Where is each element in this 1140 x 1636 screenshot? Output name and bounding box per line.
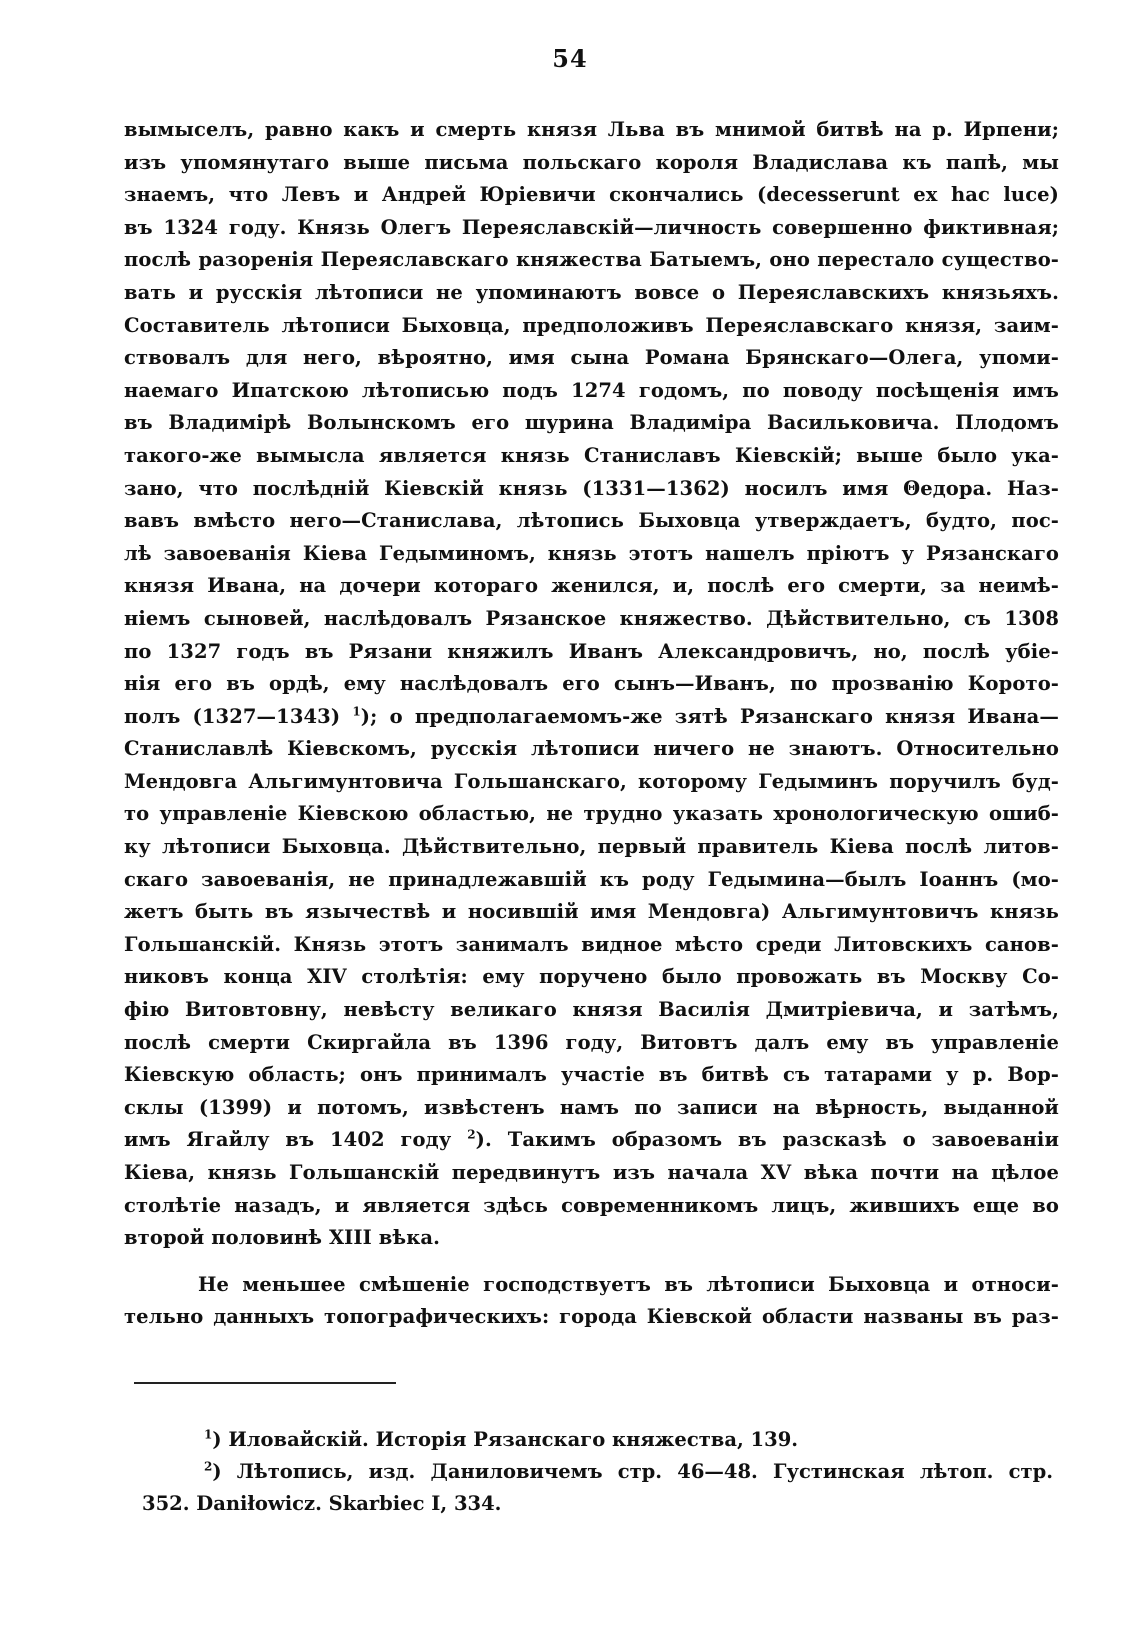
- text-line: Составитель лѣтописи Быховца, предположивъ Переяславскаго князя, заим-: [124, 313, 1059, 337]
- text-line: нія его въ ордѣ, ему наслѣдовалъ его сынъ—Иванъ, по прозванію Коротo-: [124, 672, 1059, 696]
- text-line: склы (1399) и потомъ, извѣстенъ намъ по записи на вѣрность, выданной: [124, 1095, 1059, 1119]
- text-line: Кіевскую область; онъ принималъ участіе въ битвѣ съ татарами у р. Вор-: [124, 1063, 1059, 1087]
- text-line: ніемъ сыновей, наслѣдовалъ Рязанское княжество. Дѣйствительно, съ 1308: [124, 606, 1059, 630]
- text-line: лѣ завоеванія Кіева Гедыминомъ, князь этотъ нашелъ пріютъ у Рязанскаго: [124, 541, 1059, 565]
- footnote-marker-1: 1: [204, 1427, 213, 1442]
- footnote-marker-2: 2: [204, 1459, 213, 1474]
- footnote-2: [158, 1456, 1053, 1488]
- text-line: вавъ вмѣсто него—Станислава, лѣтопись Быховца утверждаетъ, будто, пос-: [124, 509, 1059, 533]
- text-line: въ Владимірѣ Волынскомъ его шурина Владиміра Васильковича. Плодомъ: [124, 411, 1059, 435]
- text-line: вать и русскія лѣтописи не упоминаютъ вовсе о Переяславскихъ князьяхъ.: [124, 280, 1059, 304]
- text-line: фію Витовтовну, невѣсту великаго князя Василія Дмитріевича, и затѣмъ,: [124, 998, 1059, 1022]
- text-line: такого-же вымысла является князь Станиславъ Кіевскій; выше было ука-: [124, 443, 1059, 467]
- footnote-separator: [134, 1382, 396, 1384]
- page-number: 54: [552, 44, 588, 73]
- text-segment: ); о предполагаемомъ-же зятѣ Рязанскаго князя Ивана—: [360, 704, 1060, 728]
- text-line: тельно данныхъ топографическихъ: города Кіевской области названы въ раз-: [124, 1305, 1059, 1329]
- footnote-1: [158, 1424, 1053, 1456]
- text-line: столѣтіе назадъ, и является здѣсь современникомъ лицъ, жившихъ еще во: [124, 1193, 1059, 1217]
- text-line: то управленіе Кіевскою областью, не трудно указать хронологическую ошиб-: [124, 802, 1059, 826]
- text-line: послѣ смерти Скиргайла въ 1396 году, Витовтъ далъ ему въ управленіе: [124, 1030, 1059, 1054]
- text-line: знаемъ, что Левъ и Андрей Юріевичи скончались (decesserunt ex hac luce): [124, 183, 1059, 207]
- text-segment: ). Такимъ образомъ въ разсказѣ о завоеваніи: [475, 1128, 1060, 1152]
- paragraph-first-line: Не меньшее смѣшеніе господствуетъ въ лѣтописи Быховца и относи-: [198, 1272, 1059, 1296]
- main-text: [124, 114, 1059, 1334]
- text-line: Мендовга Альгимунтовича Гольшанскаго, которому Гедыминъ поручилъ буд-: [124, 769, 1059, 793]
- text-line: по 1327 годъ въ Рязани княжилъ Иванъ Александровичъ, но, послѣ убіе-: [124, 639, 1059, 663]
- text-segment: имъ Ягайлу въ 1402 году: [124, 1128, 452, 1152]
- footnote-ref-1[interactable]: 1: [352, 704, 361, 719]
- text-line: Кіева, князь Гольшанскій передвинутъ изъ начала XV вѣка почти на цѣлое: [124, 1161, 1059, 1184]
- text-segment: полъ (1327—1343): [124, 704, 341, 728]
- text-line: Станиславлѣ Кіевскомъ, русскія лѣтописи ничего не знаютъ. Относительно: [124, 737, 1059, 761]
- text-line-with-note: [124, 1124, 1059, 1157]
- text-line: князя Ивана, на дочери котораго женился, и, послѣ его смерти, за неимѣ-: [124, 574, 1059, 598]
- text-line-with-note: [124, 701, 1059, 734]
- text-line: зано, что послѣдній Кіевскій князь (1331—1362) носилъ имя Θедора. Наз-: [124, 476, 1059, 500]
- text-line: ку лѣтописи Быховца. Дѣйствительно, первый правитель Кіева послѣ литов-: [124, 835, 1059, 859]
- text-line: Гольшанскій. Князь этотъ занималъ видное мѣсто среди Литовскихъ санов-: [124, 932, 1059, 956]
- footnote-ref-2[interactable]: 2: [467, 1127, 476, 1142]
- text-line: послѣ разоренія Переяславскаго княжества Батыемъ, оно перестало существо-: [124, 248, 1059, 272]
- text-line: изъ упомянутаго выше письма польскаго короля Владислава къ папѣ, мы: [124, 150, 1059, 174]
- paragraph-last-line: второй половинѣ XIII вѣка.: [124, 1226, 440, 1250]
- footnote-2-text: ) Лѣтопись, изд. Даниловичемъ стр. 46—48. Густинская лѣтоп. стр.: [212, 1460, 1053, 1483]
- footnotes: [142, 1424, 1053, 1520]
- text-line: вымыселъ, равно какъ и смерть князя Льва въ мнимой битвѣ на р. Ирпени;: [124, 118, 1059, 141]
- text-line: ствовалъ для него, вѣроятно, имя сына Романа Брянскаго—Олега, упоми-: [124, 346, 1059, 370]
- text-line: въ 1324 году. Князь Олегъ Переяславскій—личность совершенно фиктивная;: [124, 215, 1059, 239]
- text-line: скаго завоеванія, не принадлежавшій къ роду Гедымина—былъ Іоаннъ (мо-: [124, 867, 1059, 891]
- text-line: наемаго Ипатскою лѣтописью подъ 1274 годомъ, по поводу посѣщенія имъ: [124, 378, 1059, 402]
- text-line: жетъ быть въ язычествѣ и носившій имя Мендовга) Альгимунтовичъ князь: [124, 900, 1059, 924]
- text-line: никовъ конца XIV столѣтія: ему поручено было провожать въ Москву Со-: [124, 965, 1059, 989]
- footnote-2-continuation: 352. Daniłowicz. Skarbiec I, 334.: [142, 1492, 502, 1515]
- footnote-1-text: ) Иловайскій. Исторія Рязанскаго княжества, 139.: [212, 1428, 799, 1451]
- paragraph-gap: [124, 1255, 1059, 1269]
